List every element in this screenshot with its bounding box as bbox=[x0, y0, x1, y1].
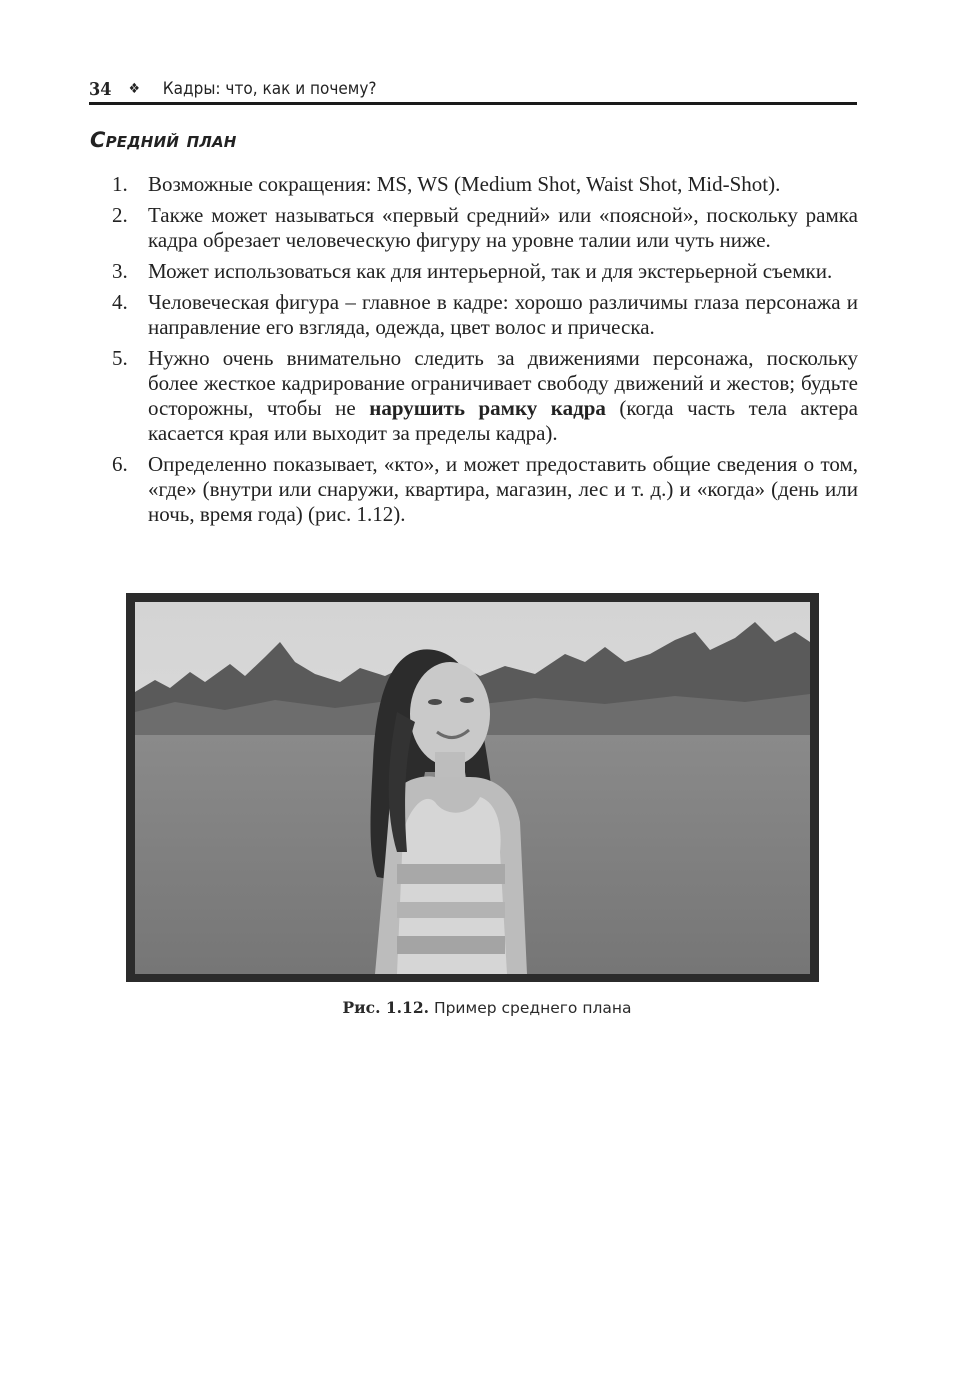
figure-frame bbox=[126, 593, 819, 982]
list-text: (когда часть тела актера касается края или выходит за пределы кадра). bbox=[148, 396, 858, 445]
list-item bbox=[108, 259, 858, 284]
numbered-list bbox=[108, 172, 858, 533]
running-head bbox=[89, 76, 780, 102]
header-rule bbox=[89, 102, 857, 105]
list-text: Человеческая фигура – главное в кадре: хорошо различимы глаза персонажа и направление его взгляда, одежда, цвет волос и прическа. bbox=[148, 290, 858, 339]
figure-photo bbox=[135, 602, 810, 974]
list-text: Может использоваться как для интерьерной, так и для экстерьерной съемки. bbox=[148, 259, 833, 283]
medium-shot-photo bbox=[135, 602, 810, 974]
list-text: Также может называться «первый средний» или «поясной», поскольку рамка кадра обрезает человеческую фигуру на уровне талии или чуть ниже. bbox=[148, 203, 858, 252]
caption-text: Пример среднего плана bbox=[429, 999, 632, 1017]
list-item bbox=[108, 452, 858, 527]
page-number: 34 bbox=[89, 78, 112, 100]
list-item bbox=[108, 290, 858, 340]
list-number: 3. bbox=[112, 259, 128, 283]
list-item bbox=[108, 172, 858, 197]
list-item bbox=[108, 346, 858, 446]
list-number: 1. bbox=[112, 172, 128, 196]
section-title: Средний план bbox=[90, 128, 237, 152]
list-number: 6. bbox=[112, 452, 128, 476]
figure-caption bbox=[0, 998, 974, 1017]
ornament-icon: ❖ bbox=[128, 81, 140, 97]
list-number: 2. bbox=[112, 203, 128, 227]
list-text: Возможные сокращения: MS, WS (Medium Shot, Waist Shot, Mid-Shot). bbox=[148, 172, 781, 196]
list-text: Определенно показывает, «кто», и может предоставить общие сведения о том, «где» (внутри или снаружи, квартира, магазин, лес и т. д.) и «когда» (день или ночь, время года) (рис. 1.12). bbox=[148, 452, 858, 526]
list-text-bold: нарушить рамку кадра bbox=[369, 396, 606, 420]
list-text: Нужно очень внимательно следить за движениями персонажа, поскольку более жесткое кадрирование ограничивает свободу движений и жестов; будьте осторожны, чтобы не bbox=[148, 346, 858, 420]
list-number: 5. bbox=[112, 346, 128, 370]
list-item bbox=[108, 203, 858, 253]
caption-label: Рис. 1.12. bbox=[342, 998, 430, 1017]
list-number: 4. bbox=[112, 290, 128, 314]
chapter-title: Кадры: что, как и почему? bbox=[162, 79, 377, 99]
